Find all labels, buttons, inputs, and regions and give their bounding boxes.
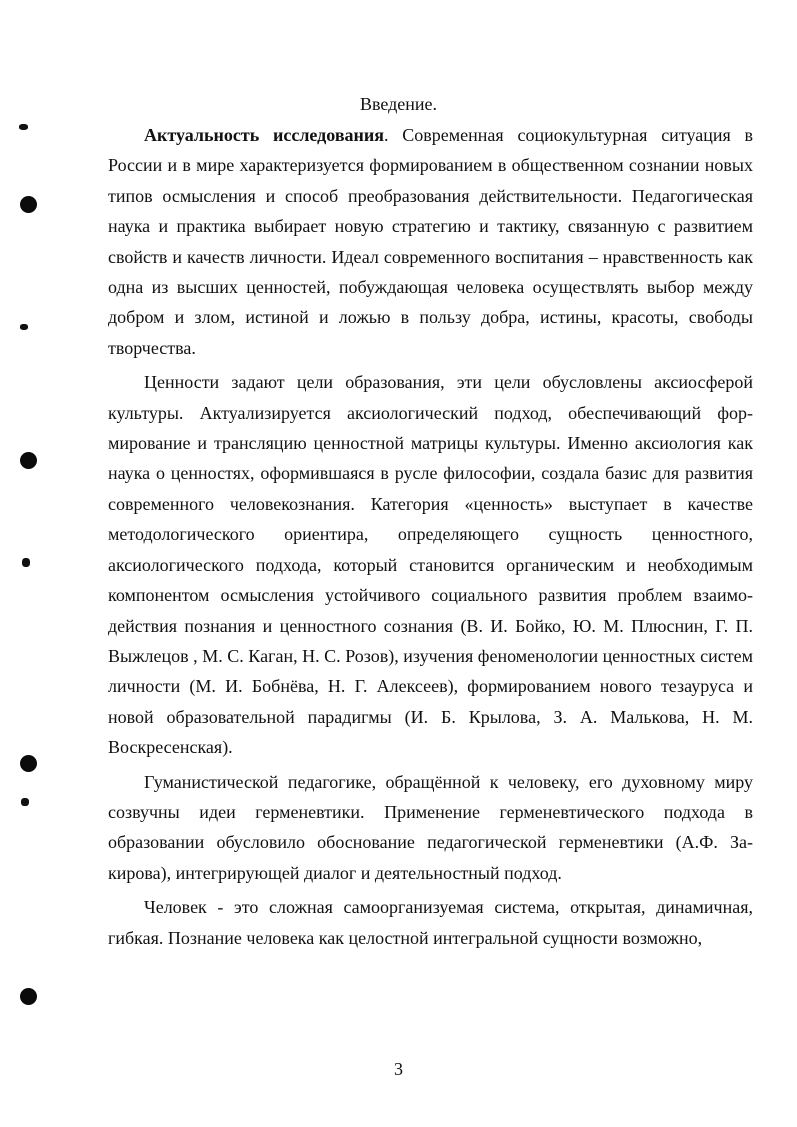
binder-hole (20, 755, 37, 772)
paragraph (108, 120, 753, 363)
scan-speck (20, 324, 28, 330)
binder-hole (20, 196, 37, 213)
scan-speck (21, 798, 29, 806)
scan-speck (19, 124, 28, 130)
page-title: Введение. (359, 94, 438, 114)
paragraph: Ценности задают цели образования, эти цели обусловлены аксиосферой культуры. Актуализируется аксиологический подход, обеспечивающий формирование и трансляцию ценностной матрицы культуры. Именно аксиология как наука о ценностях, оформившаяся в русле философии, создала базис для развития современного человекознания. Категория «ценность» выступает в качестве методологического ориентира, определяющего сущность ценностного, аксиологического подхода, который становится органическим и необходимым компонентом осмысления устойчивого социального развития проблем взаимодействия познания и ценностного сознания (В. И. Бойко, Ю. М. Плюснин, Г. П. Выжлецов , М. С. Каган, Н. С. Розов), изучения феноменологии ценностных систем личности (М. И. Бобнёва, Н. Г. Алексеев), формированием нового тезауруса и новой образовательной парадигмы (И. Б. Крылова, З. А. Малькова, Н. М. Воскресенская). (108, 372, 753, 758)
paragraph: Человек - это сложная самоорганизуемая система, открытая, динамичная, гибкая. Познание человека как целостной интегральной сущности возможно, (108, 897, 753, 948)
section-heading: Актуальность исследования (144, 125, 385, 145)
paragraph-text: . Современная социокультурная ситуация в России и в мире характеризуется формированием в общественном сознании новых типов осмысления и способ преобразования действительности. Педагогическая наука и практика выбирает новую стратегию и тактику, связанную с развитием свойств и качеств личности. Идеал современного воспитания – нравственность как одна из высших ценностей, побуждающая человека осуществлять выбор между добром и злом, истиной и ложью в пользу добра, истины, красоты, свободы творчества. (108, 125, 753, 358)
page-number: 3 (394, 1059, 403, 1079)
paragraph: Гуманистической педагогике, обращённой к человеку, его духовному миру созвучны идеи герменевтики. Применение герменевтического подхода в образовании обусловило обоснование педагогической герменевтики (А.Ф. Закирова), интегрирующей диалог и деятельностный подход. (108, 771, 753, 883)
binder-hole (20, 988, 37, 1005)
document-body (108, 120, 753, 957)
binder-hole (20, 452, 37, 469)
scan-speck (22, 558, 30, 567)
